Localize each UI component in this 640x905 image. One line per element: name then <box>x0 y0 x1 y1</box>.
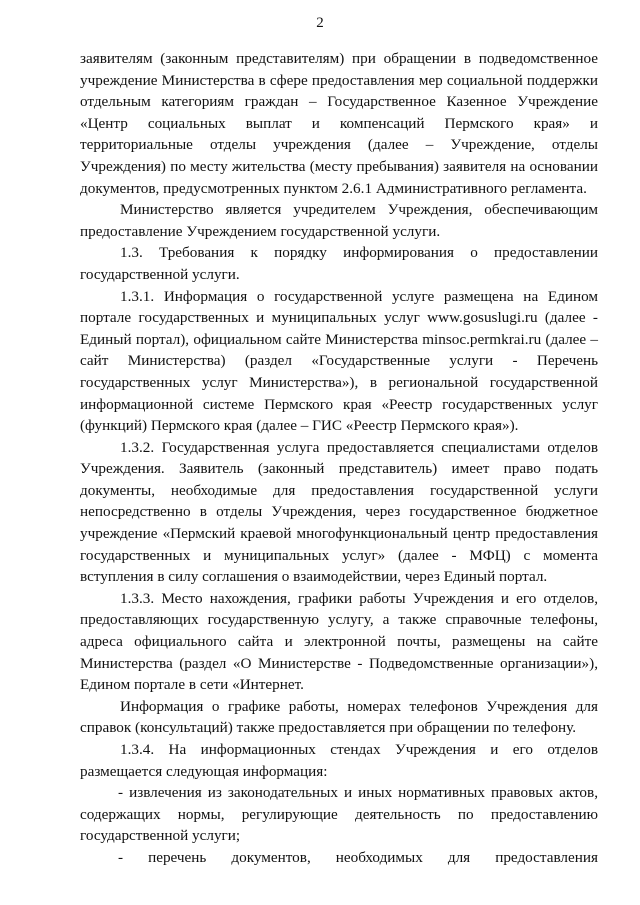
paragraph-section-1-3-1: 1.3.1. Информация о государственной услуге размещена на Едином портале государственных и муниципальных услуг www.gosuslugi.ru (далее - Единый портал), официальном сайте Министерства minsoc.permkrai.ru (далее – сайт Министерства) (раздел «Государственные услуги - Перечень государственных услуг Министерства»), в региональной государственной информационной системе Пермского края «Реестр государственных услуг (функций) Пермского края (далее – ГИС «Реестр Пермского края»). <box>80 287 598 435</box>
list-item-documents: - перечень документов, необходимых для предоставления <box>118 848 598 866</box>
paragraph-section-1-3-2: 1.3.2. Государственная услуга предоставляется специалистами отделов Учреждения. Заявитель (законный представитель) имеет право подать документы, необходимые для предоставления государственной услуги непосредственно в отделы Учреждения, через государственное бюджетное учреждение «Пермский краевой многофункциональный центр предоставления государственных и муниципальных услуг» (далее - МФЦ) с момента вступления в силу соглашения о взаимодействии, через Единый портал. <box>80 438 598 586</box>
document-body <box>80 48 598 869</box>
paragraph-phone-info: Информация о графике работы, номерах телефонов Учреждения для справок (консультаций) также предоставляется при обращении по телефону. <box>80 697 598 737</box>
list-item-legal-extracts: - извлечения из законодательных и иных нормативных правовых актов, содержащих нормы, регулирующие деятельность по предоставлению государственной услуги; <box>80 784 598 845</box>
paragraph-section-1-3-4: 1.3.4. На информационных стендах Учреждения и его отделов размещается следующая информация: <box>80 741 598 780</box>
paragraph-section-1-3: 1.3. Требования к порядку информирования о предоставлении государственной услуги. <box>80 244 598 283</box>
page-number: 2 <box>316 15 324 31</box>
paragraph-intro-continuation: заявителям (законным представителям) при обращении в подведомственное учреждение Министерства в сфере предоставления мер социальной поддержки отдельным категориям граждан – Государственное Казенное Учреждение «Центр социальных выплат и компенсаций Пермского края» и территориальные отделы учреждения (далее – Учреждение, отделы Учреждения) по месту жительства (месту пребывания) заявителя на основании документов, предусмотренных пунктом 2.6.1 Административного регламента. <box>80 50 598 197</box>
paragraph-ministry-founder: Министерство является учредителем Учреждения, обеспечивающим предоставление Учреждением государственной услуги. <box>80 201 598 240</box>
paragraph-section-1-3-3: 1.3.3. Место нахождения, графики работы Учреждения и его отделов, предоставляющих государственную услугу, а также справочные телефоны, адреса официального сайта и электронной почты, размещены на сайте Министерства (раздел «О Министерстве - Подведомственные организации»), Едином портале в сети «Интернет. <box>80 589 598 694</box>
